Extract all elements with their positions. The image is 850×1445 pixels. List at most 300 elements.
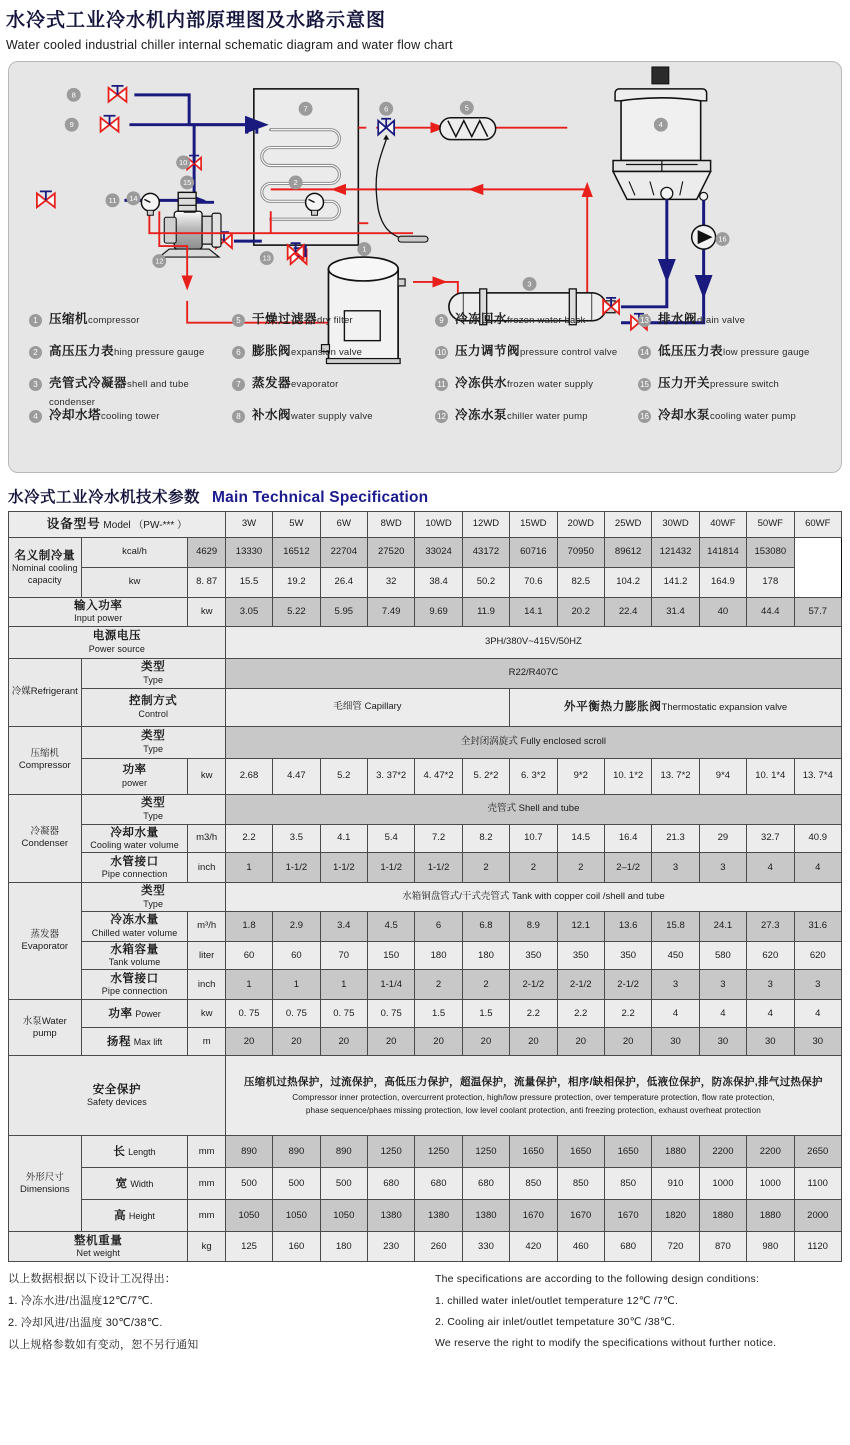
table-cell-value: 4.5	[367, 911, 414, 941]
table-cell-value: 13.6	[604, 911, 651, 941]
cooling-water-piping	[621, 199, 704, 322]
table-cell-value: 13. 7*4	[794, 758, 842, 794]
table-cell-value: 890	[320, 1136, 367, 1168]
table-cell-value: 6. 3*2	[510, 758, 557, 794]
legend-label-cn: 膨胀阀	[252, 343, 292, 358]
table-cell-value: 1250	[462, 1136, 509, 1168]
svg-text:2: 2	[293, 177, 298, 187]
table-cell-value: 20	[510, 1028, 557, 1056]
table-cell-value: 20	[225, 1028, 272, 1056]
table-cell-value: 890	[225, 1136, 272, 1168]
row-label-compressor-power: 功率 power	[81, 758, 188, 794]
table-cell-value: 40.9	[794, 824, 842, 853]
refrigerant-control-capillary: 毛细管 Capillary	[225, 688, 509, 726]
legend-label-en: hing pressure gauge	[114, 346, 205, 358]
table-cell-value: 10. 1*2	[604, 758, 651, 794]
row-label-power-source: 电源电压 Power source	[9, 626, 226, 658]
table-cell-value: 1000	[699, 1168, 746, 1200]
legend-number: 14	[638, 346, 651, 359]
spec-heading-en: Main Technical Specification	[212, 488, 429, 506]
table-cell-value: 3	[652, 970, 699, 1000]
table-cell-value: 20	[557, 1028, 604, 1056]
table-cell-value: 2.2	[604, 1000, 651, 1028]
safety-devices-value	[225, 1056, 841, 1136]
unit-cell: m³/h	[188, 911, 225, 941]
table-cell-value: 2.9	[273, 911, 320, 941]
legend-label-en: frozen water supply	[507, 378, 594, 390]
technical-specification-table	[8, 511, 842, 1263]
note-en-3: We reserve the right to modify the specifications without further notice.	[435, 1336, 777, 1349]
table-cell-value: 31.4	[652, 597, 699, 626]
legend-item	[632, 310, 831, 342]
table-cell-value: 10. 1*4	[747, 758, 794, 794]
row-label-condenser-type: 类型 Type	[81, 794, 225, 824]
table-cell-value: 14.1	[510, 597, 557, 626]
table-cell-value: 20	[273, 1028, 320, 1056]
cooling-water-pump	[692, 225, 716, 249]
note-en-1: 1. chilled water inlet/outlet temperature 12℃ /7℃.	[435, 1294, 679, 1307]
table-cell-value: 29	[699, 824, 746, 853]
table-cell-value: 1.5	[415, 1000, 462, 1028]
table-cell-value: 20	[604, 1028, 651, 1056]
table-cell-value: 153080	[747, 537, 794, 567]
legend-item	[226, 342, 425, 374]
legend-item	[632, 406, 831, 438]
table-cell-value: 4.1	[320, 824, 367, 853]
svg-text:16: 16	[718, 234, 727, 244]
table-cell-value: 12.1	[557, 911, 604, 941]
table-cell-value: 1050	[320, 1200, 367, 1232]
note-cn-3: 以上规格参数如有变动，恕不另行通知	[8, 1338, 199, 1351]
table-cell-value: 450	[652, 941, 699, 970]
table-cell-value: 620	[747, 941, 794, 970]
legend-label-cn: 冷冻回水	[455, 311, 508, 326]
table-cell-value: 2	[510, 853, 557, 883]
row-label-height: 高 Height	[81, 1200, 188, 1232]
legend-number: 2	[29, 346, 42, 359]
table-cell-value: 1880	[699, 1200, 746, 1232]
model-header-cell: 30WD	[652, 511, 699, 537]
table-cell-value: 2-1/2	[557, 970, 604, 1000]
evaporator-type-value: 水箱铜盘管式/干式壳管式 Tank with copper coil /shell and tube	[225, 883, 841, 912]
legend-label-cn: 低压压力表	[658, 343, 724, 358]
table-cell-value: 4	[747, 853, 794, 883]
table-cell-value: 20.2	[557, 597, 604, 626]
svg-text:9: 9	[69, 120, 74, 130]
row-label-pump-power: 功率 Power	[81, 1000, 188, 1028]
legend-item	[632, 342, 831, 374]
legend-number: 9	[435, 314, 448, 327]
table-cell-value: 1250	[415, 1136, 462, 1168]
table-cell-value: 500	[273, 1168, 320, 1200]
legend-label-cn: 压缩机	[49, 311, 89, 326]
table-cell-value: 2-1/2	[510, 970, 557, 1000]
legend-item	[23, 374, 222, 406]
table-cell-value: 11.9	[462, 597, 509, 626]
table-row-compressor-type	[9, 726, 842, 758]
table-row-dimension-width	[9, 1168, 842, 1200]
table-cell-value: 2	[557, 853, 604, 883]
table-cell-value: 60716	[510, 537, 557, 567]
table-cell-value: 1050	[225, 1200, 272, 1232]
table-cell-value: 1650	[510, 1136, 557, 1168]
row-label-refrigerant-control: 控制方式 Control	[81, 688, 225, 726]
legend-label-cn: 压力调节阀	[455, 343, 521, 358]
table-cell-value: 104.2	[604, 567, 651, 597]
table-cell-value: 680	[367, 1168, 414, 1200]
unit-cell: kw	[81, 567, 188, 597]
spec-section-heading	[8, 485, 842, 507]
table-cell-value: 850	[604, 1168, 651, 1200]
legend-label-cn: 冷却水泵	[658, 407, 711, 422]
table-cell-value: 870	[699, 1232, 746, 1262]
spec-heading-cn: 水冷式工业冷水机技术参数	[8, 488, 201, 506]
table-cell-value: 2.2	[225, 824, 272, 853]
table-row-evaporator-chilled-volume	[9, 911, 842, 941]
table-cell-value: 680	[415, 1168, 462, 1200]
legend-label-en: low pressure gauge	[723, 346, 810, 358]
table-cell-value: 32.7	[747, 824, 794, 853]
table-cell-value: 9*4	[699, 758, 746, 794]
table-cell-value: 1-1/2	[320, 853, 367, 883]
note-en-2: 2. Cooling air inlet/outlet tempetature 30℃ /38℃.	[435, 1315, 676, 1328]
power-source-value: 3PH/380V~415V/50HZ	[225, 626, 841, 658]
safety-text-en: Compressor inner protection, overcurrent protection, high/low pressure protection, over temperature protection, flow rate protection,	[292, 1092, 775, 1102]
table-cell-value: 3.05	[225, 597, 272, 626]
row-label-input-power: 输入功率 Input power	[9, 597, 188, 626]
table-cell-value: 2.2	[557, 1000, 604, 1028]
table-cell-value: 2200	[699, 1136, 746, 1168]
legend-label-en: evaporator	[291, 378, 339, 390]
table-cell-value: 1650	[557, 1136, 604, 1168]
unit-cell: inch	[188, 970, 225, 1000]
table-cell-value: 30	[652, 1028, 699, 1056]
legend-number: 4	[29, 410, 42, 423]
model-label-cell: 设备型号 Model （PW-*** ）	[9, 511, 226, 537]
table-cell-value: 15.8	[652, 911, 699, 941]
row-label-cooling-water-volume: 冷却水量 Cooling water volume	[81, 824, 188, 853]
table-cell-value: 82.5	[557, 567, 604, 597]
note-cn-2: 2. 冷却风进/出温度 30℃/38℃.	[8, 1317, 163, 1330]
row-label-tank-volume: 水箱容量 Tank volume	[81, 941, 188, 970]
note-cn-1: 1. 冷冻水进/出温度12℃/7℃.	[8, 1295, 154, 1308]
table-cell-value: 2000	[794, 1200, 842, 1232]
row-label-width: 宽 Width	[81, 1168, 188, 1200]
table-cell-value: 4	[699, 1000, 746, 1028]
table-cell-value: 0. 75	[320, 1000, 367, 1028]
table-cell-value: 2.2	[510, 1000, 557, 1028]
table-cell-value: 1380	[415, 1200, 462, 1232]
table-cell-value: 680	[462, 1168, 509, 1200]
table-cell-value: 5. 2*2	[462, 758, 509, 794]
svg-text:13: 13	[262, 253, 271, 263]
table-cell-value: 70	[320, 941, 367, 970]
table-cell-value: 720	[652, 1232, 699, 1262]
table-row-condenser-water-volume	[9, 824, 842, 853]
table-cell-value: 16.4	[604, 824, 651, 853]
legend-number: 16	[638, 410, 651, 423]
table-cell-value: 2650	[794, 1136, 842, 1168]
table-cell-value: 30	[747, 1028, 794, 1056]
table-cell-value: 460	[557, 1232, 604, 1262]
table-cell-value: 850	[510, 1168, 557, 1200]
table-cell-value: 260	[415, 1232, 462, 1262]
table-row-input-power	[9, 597, 842, 626]
table-row-dimension-height	[9, 1200, 842, 1232]
table-cell-value: 22704	[320, 537, 367, 567]
table-cell-value: 2200	[747, 1136, 794, 1168]
svg-text:14: 14	[129, 193, 138, 203]
unit-cell: kw	[188, 758, 225, 794]
legend-number: 12	[435, 410, 448, 423]
table-cell-value: 57.7	[794, 597, 842, 626]
table-row-pump-power	[9, 1000, 842, 1028]
table-row-cooling-capacity-kw	[9, 567, 842, 597]
group-label-evaporator: 蒸发器Evaporator	[9, 883, 82, 1000]
gauge-low-pressure	[141, 193, 159, 215]
table-cell-value: 890	[273, 1136, 320, 1168]
table-cell-value: 27.3	[747, 911, 794, 941]
table-cell-value: 24.1	[699, 911, 746, 941]
table-cell-value: 1.8	[225, 911, 272, 941]
table-cell-value: 2	[415, 970, 462, 1000]
page-title-cn: 水冷式工业冷水机内部原理图及水路示意图	[6, 10, 387, 31]
table-cell-value: 1380	[367, 1200, 414, 1232]
unit-cell: m3/h	[188, 824, 225, 853]
table-cell-value: 1650	[604, 1136, 651, 1168]
table-cell-value: 0. 75	[273, 1000, 320, 1028]
table-cell-value: 3.5	[273, 824, 320, 853]
table-cell-value: 21.3	[652, 824, 699, 853]
legend-label-en: frozen water back	[507, 314, 586, 326]
table-cell-value: 4	[794, 853, 842, 883]
legend-item	[226, 406, 425, 438]
table-cell-value: 70.6	[510, 567, 557, 597]
legend-label-cn: 冷却水塔	[49, 407, 102, 422]
table-cell-value: 1120	[794, 1232, 842, 1262]
table-cell-value: 20	[320, 1028, 367, 1056]
table-cell-value: 31.6	[794, 911, 842, 941]
unit-cell: kw	[188, 1000, 225, 1028]
safety-text-en-2: phase sequence/phaes missing protection, low level coolant protection, anti freezing protection, exhaust overheat protection	[305, 1105, 761, 1115]
table-cell-value: 2	[462, 853, 509, 883]
table-row-pump-max-lift	[9, 1028, 842, 1056]
svg-text:7: 7	[303, 104, 308, 114]
legend-label-cn: 蒸发器	[252, 375, 292, 390]
table-cell-value: 180	[320, 1232, 367, 1262]
schematic-diagram-panel	[8, 61, 842, 473]
legend-label-en: pressure control valve	[520, 346, 618, 358]
svg-text:5: 5	[464, 103, 469, 113]
unit-cell: kg	[188, 1232, 225, 1262]
dry-filter	[440, 118, 496, 140]
cooling-tower	[613, 67, 711, 200]
table-cell-value: 850	[557, 1168, 604, 1200]
table-cell-value: 16512	[273, 537, 320, 567]
legend-item	[429, 342, 628, 374]
unit-cell: mm	[188, 1200, 225, 1232]
legend-number: 8	[232, 410, 245, 423]
component-legend	[23, 310, 831, 438]
table-cell-value: 22.4	[604, 597, 651, 626]
table-cell-value: 3	[747, 970, 794, 1000]
table-cell-value: 6.8	[462, 911, 509, 941]
notes-english	[425, 1272, 842, 1359]
model-header-cell: 6W	[320, 511, 367, 537]
table-cell-value: 125	[225, 1232, 272, 1262]
row-label-net-weight: 整机重量 Net weight	[9, 1232, 188, 1262]
table-cell-value: 70950	[557, 537, 604, 567]
group-label-refrigerant: 冷媒Refrigerant	[9, 658, 82, 726]
table-cell-value: 4629	[188, 537, 225, 567]
table-cell-value: 4	[747, 1000, 794, 1028]
table-cell-value: 2–1/2	[604, 853, 651, 883]
table-cell-value: 3	[652, 853, 699, 883]
table-cell-value: 178	[747, 567, 794, 597]
table-cell-value: 1	[225, 970, 272, 1000]
model-header-cell: 40WF	[699, 511, 746, 537]
group-label-compressor: 压缩机Compressor	[9, 726, 82, 794]
table-cell-value: 1670	[510, 1200, 557, 1232]
table-cell-value: 26.4	[320, 567, 367, 597]
table-row-safety-devices	[9, 1056, 842, 1136]
model-header-cell: 15WD	[510, 511, 557, 537]
table-cell-value: 13330	[225, 537, 272, 567]
table-cell-value: 1-1/2	[415, 853, 462, 883]
row-label-chilled-water-volume: 冷冻水量 Chilled water volume	[81, 911, 188, 941]
svg-text:4: 4	[658, 120, 663, 130]
table-cell-value: 980	[747, 1232, 794, 1262]
table-row-condenser-type	[9, 794, 842, 824]
table-row-net-weight	[9, 1232, 842, 1262]
table-cell-value: 160	[273, 1232, 320, 1262]
row-label-pump-max-lift: 扬程 Max lift	[81, 1028, 188, 1056]
table-row-evaporator-type	[9, 883, 842, 912]
table-cell-value: 60	[273, 941, 320, 970]
legend-number: 1	[29, 314, 42, 327]
table-cell-value: 180	[462, 941, 509, 970]
table-cell-value: 1670	[604, 1200, 651, 1232]
table-cell-value: 3. 37*2	[367, 758, 414, 794]
legend-label-cn: 壳管式冷凝器	[49, 375, 128, 390]
table-cell-value: 30	[794, 1028, 842, 1056]
svg-text:15: 15	[183, 177, 192, 187]
svg-text:8: 8	[71, 90, 76, 100]
table-cell-value: 50.2	[462, 567, 509, 597]
svg-text:6: 6	[384, 104, 389, 114]
table-cell-value: 1670	[557, 1200, 604, 1232]
table-cell-value: 8.9	[510, 911, 557, 941]
unit-cell: kw	[188, 597, 225, 626]
table-cell-value: 164.9	[699, 567, 746, 597]
table-cell-value: 32	[367, 567, 414, 597]
legend-item	[23, 310, 222, 342]
table-cell-value: 1880	[652, 1136, 699, 1168]
table-cell-value: 4. 47*2	[415, 758, 462, 794]
table-cell-value: 500	[320, 1168, 367, 1200]
unit-cell: mm	[188, 1168, 225, 1200]
table-cell-value: 3.4	[320, 911, 367, 941]
table-cell-value: 1-1/4	[367, 970, 414, 1000]
row-label-refrigerant-type: 类型 Type	[81, 658, 225, 688]
table-row-power-source	[9, 626, 842, 658]
legend-item	[429, 406, 628, 438]
table-row-dimension-length	[9, 1136, 842, 1168]
table-cell-value: 14.5	[557, 824, 604, 853]
model-header-cell: 12WD	[462, 511, 509, 537]
table-cell-value: 330	[462, 1232, 509, 1262]
sensing-bulb	[398, 236, 428, 242]
table-cell-value: 9*2	[557, 758, 604, 794]
table-cell-value: 27520	[367, 537, 414, 567]
svg-text:3: 3	[527, 279, 532, 289]
compressor-type-value: 全封闭涡旋式 Fully enclosed scroll	[225, 726, 841, 758]
unit-cell: m	[188, 1028, 225, 1056]
table-cell-value: 60	[225, 941, 272, 970]
table-row-evaporator-tank-volume	[9, 941, 842, 970]
table-cell-value: 3	[699, 970, 746, 1000]
safety-text-cn: 压缩机过热保护，过流保护，高低压力保护，超温保护，流量保护，相序/缺相保护，低液位保护，防冻保护,排气过热保护	[243, 1075, 823, 1088]
svg-text:11: 11	[108, 195, 117, 205]
table-cell-value: 1000	[747, 1168, 794, 1200]
table-row-condenser-pipe	[9, 853, 842, 883]
pressure-switch	[178, 192, 196, 211]
table-cell-value: 4	[794, 1000, 842, 1028]
svg-text:12: 12	[155, 256, 164, 266]
model-header-cell: 8WD	[367, 511, 414, 537]
legend-label-en: expansion valve	[291, 346, 363, 358]
table-cell-value: 19.2	[273, 567, 320, 597]
legend-label-cn: 冷冻供水	[455, 375, 508, 390]
legend-label-cn: 冷冻水泵	[455, 407, 508, 422]
condenser-type-value: 壳管式 Shell and tube	[225, 794, 841, 824]
table-cell-value: 1	[225, 853, 272, 883]
legend-label-en: pressure switch	[710, 378, 780, 390]
table-cell-value: 1.5	[462, 1000, 509, 1028]
note-en-0: The specifications are according to the following design conditions:	[435, 1273, 760, 1286]
legend-label-en: water supply valve	[291, 410, 373, 422]
refrigerant-type-value: R22/R407C	[225, 658, 841, 688]
legend-number: 13	[638, 314, 651, 327]
table-row-cooling-capacity-kcal	[9, 537, 842, 567]
table-row-evaporator-pipe	[9, 970, 842, 1000]
table-cell-value: 1100	[794, 1168, 842, 1200]
table-body	[9, 511, 842, 1262]
table-cell-value: 44.4	[747, 597, 794, 626]
note-cn-0: 以上数据根据以下设计工况得出：	[8, 1273, 176, 1286]
unit-cell: inch	[188, 853, 225, 883]
legend-number: 5	[232, 314, 245, 327]
row-label-safety-devices: 安全保护 Safety devices	[9, 1056, 226, 1136]
legend-label-en: cooling water pump	[710, 410, 796, 422]
svg-text:1: 1	[362, 244, 367, 254]
table-cell-value: 3	[794, 970, 842, 1000]
table-cell-value: 141.2	[652, 567, 699, 597]
table-cell-value: 141814	[699, 537, 746, 567]
model-header-cell: 5W	[273, 511, 320, 537]
page-header	[0, 0, 850, 55]
table-cell-value: 1-1/2	[367, 853, 414, 883]
legend-label-en: compressor	[88, 314, 140, 326]
expansion-valve	[376, 119, 404, 239]
legend-label-en: chiller water pump	[507, 410, 588, 422]
legend-number: 15	[638, 378, 651, 391]
table-cell-value: 4	[652, 1000, 699, 1028]
table-cell-value: 620	[794, 941, 842, 970]
table-cell-value: 7.2	[415, 824, 462, 853]
row-label-length: 长 Length	[81, 1136, 188, 1168]
table-cell-value: 0. 75	[225, 1000, 272, 1028]
